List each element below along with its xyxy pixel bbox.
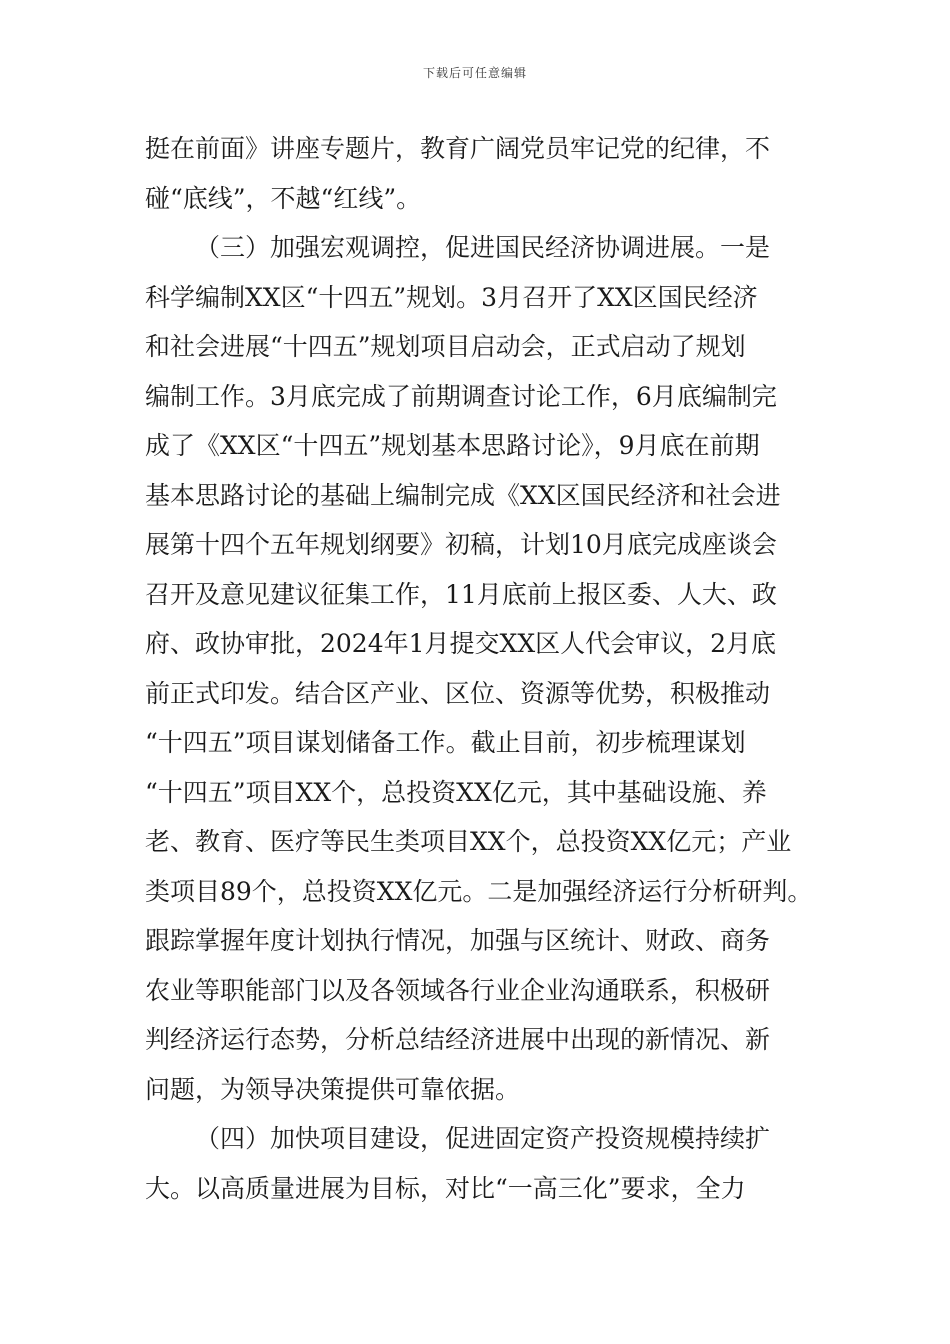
text-line: 大。以高质量进展为目标，对比“一高三化”要求，全力 [145, 1173, 746, 1203]
section-heading-line: （三）加强宏观调控，促进国民经济协调进展。一是 [195, 233, 771, 262]
text-line: 科学编制XX区“十四五”规划。3月召开了XX区国民经济 [145, 282, 758, 312]
text-line: “十四五”项目谋划储备工作。截止目前，初步梳理谋划 [145, 728, 746, 757]
page-header: 下载后可任意编辑 [422, 66, 527, 80]
text-line: 成了《XX区“十四五”规划基本思路讨论》，9月底在前期 [145, 431, 760, 460]
text-line: 问题，为领导决策提供可靠依据。 [145, 1074, 521, 1104]
text-line: 挺在前面》讲座专题片，教育广阔党员牢记党的纪律，不 [145, 134, 771, 163]
text-line: 前正式印发。结合区产业、区位、资源等优势，积极推动 [145, 678, 771, 708]
text-line: 判经济运行态势，分析总结经济进展中出现的新情况、新 [145, 1025, 771, 1054]
text-line: 老、教育、医疗等民生类项目XX个，总投资XX亿元；产业 [145, 827, 792, 856]
text-line: 碰“底线”，不越“红线”。 [145, 183, 422, 213]
document-body [145, 124, 813, 1213]
text-line: 基本思路讨论的基础上编制完成《XX区国民经济和社会进 [145, 480, 781, 510]
text-line: 编制工作。3月底完成了前期调查讨论工作，6月底编制完 [145, 381, 777, 411]
text-line: 类项目89个，总投资XX亿元。二是加强经济运行分析研判。 [145, 876, 813, 906]
text-line: “十四五”项目XX个，总投资XX亿元，其中基础设施、养 [145, 777, 767, 807]
text-line: 府、政协审批，2024年1月提交XX区人代会审议，2月底 [145, 629, 777, 658]
text-line: 跟踪掌握年度计划执行情况，加强与区统计、财政、商务 [145, 926, 771, 955]
text-line: 展第十四个五年规划纲要》初稿，计划10月底完成座谈会 [145, 530, 777, 559]
text-line: 和社会进展“十四五”规划项目启动会，正式启动了规划 [145, 332, 746, 361]
section-heading-line: （四）加快项目建设，促进固定资产投资规模持续扩 [195, 1124, 771, 1153]
text-line: 召开及意见建议征集工作，11月底前上报区委、人大、政 [145, 579, 777, 609]
text-line: 农业等职能部门以及各领域各行业企业沟通联系，积极研 [145, 975, 771, 1005]
